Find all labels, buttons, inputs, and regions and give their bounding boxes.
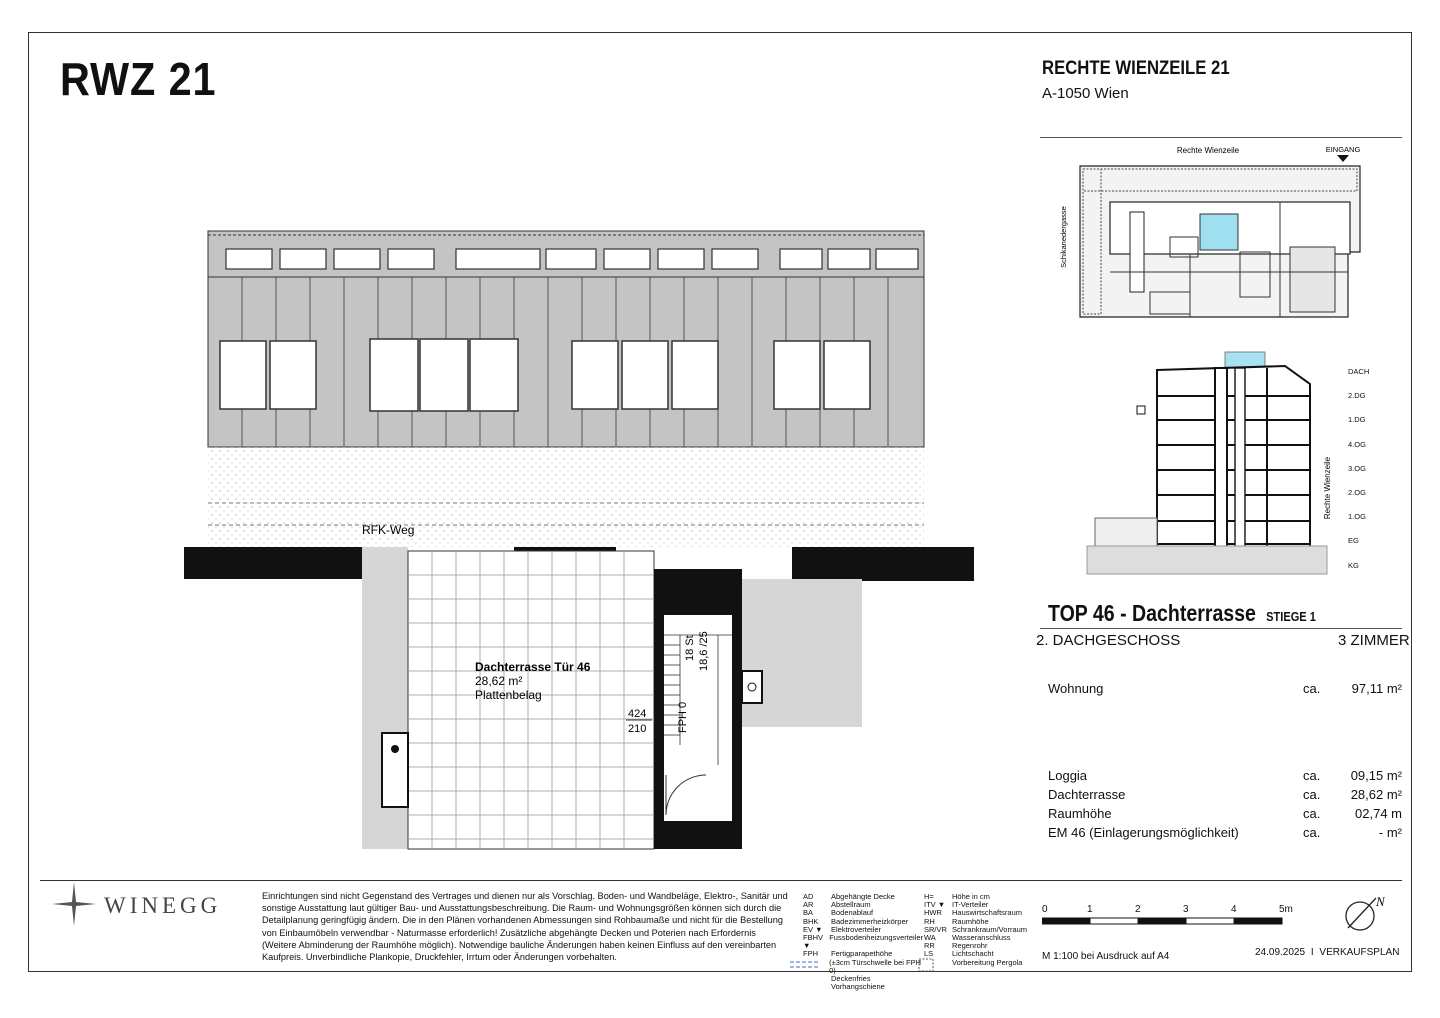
unit-rooms: 3 ZIMMER	[1338, 632, 1410, 649]
section-level-label: 1.DG	[1348, 415, 1366, 425]
area-name: Dachterrasse	[1048, 787, 1126, 802]
area-name: Raumhöhe	[1048, 806, 1112, 821]
building-section	[1085, 348, 1375, 578]
legend-text: Bodenablauf	[831, 908, 874, 918]
scale-bar	[1042, 916, 1292, 928]
scale-tick-label: 5m	[1279, 904, 1293, 915]
legend-text: Elektroverteiler	[831, 924, 882, 934]
section-street: Rechte Wienzeile	[1323, 456, 1332, 520]
fph-label: FPH 0	[677, 701, 689, 733]
legend-code: AR	[803, 900, 814, 910]
legend-text: Vorbereitung Pergola	[952, 957, 1023, 967]
section-level-label: 1.OG	[1348, 512, 1366, 522]
section-level-label: 4.OG	[1348, 439, 1366, 449]
dim-bottom: 210	[628, 723, 647, 735]
section-level-label: 2.DG	[1348, 391, 1366, 401]
area-ca: ca.	[1303, 681, 1321, 696]
section-level-label: EG	[1348, 536, 1359, 546]
legend-text: Raumhöhe	[952, 916, 989, 926]
legend-code: BHK	[803, 916, 819, 926]
legend-text: IT-Verteiler	[952, 900, 989, 910]
legend-code: FPH	[803, 949, 818, 959]
scale-segment	[1138, 918, 1186, 924]
path-label: RFK-Weg	[362, 523, 415, 537]
brand-title: RWZ 21	[60, 53, 217, 105]
site-entrance: EINGANG	[1325, 145, 1361, 154]
legend-right	[924, 893, 1044, 967]
area-row-raumhoehe	[1048, 806, 1404, 824]
area-ca: ca.	[1303, 787, 1321, 802]
legend-left	[803, 893, 923, 991]
legend-text: Vorhangschiene	[831, 982, 885, 992]
site-plan	[1050, 142, 1370, 322]
legend-text: Wasseranschluss	[952, 933, 1011, 943]
stair-ratio: 18,6 /25	[698, 631, 710, 671]
legend-code: LS	[924, 949, 934, 959]
scale-tick-label: 3	[1183, 904, 1189, 915]
legend-code: RH	[924, 916, 935, 926]
area-value: 97,11 m²	[1351, 681, 1402, 696]
scale-tick-label: 0	[1042, 904, 1048, 915]
north-arrow-icon	[1340, 890, 1390, 936]
address-line-1: RECHTE WIENZEILE 21	[1042, 58, 1230, 79]
meta-separator: I	[1310, 947, 1314, 958]
footer-divider	[40, 880, 1402, 881]
header-divider	[1040, 137, 1402, 138]
plan-date: 24.09.2025	[1255, 947, 1306, 958]
section-level-label: KG	[1348, 560, 1359, 570]
area-name: EM 46 (Einlagerungsmöglichkeit)	[1048, 825, 1239, 840]
legend-code: FBHV ▼	[803, 933, 824, 951]
dim-top: 424	[628, 708, 647, 720]
area-name: Wohnung	[1048, 681, 1104, 696]
legend-code: ITV ▼	[924, 900, 946, 910]
section-level-label: 2.OG	[1348, 488, 1366, 498]
area-value: - m²	[1378, 825, 1402, 840]
scale-tick-label: 1	[1087, 904, 1093, 915]
legend-code: SR/VR	[924, 924, 947, 934]
legend-item	[803, 934, 923, 950]
scale-note: M 1:100 bei Ausdruck auf A4	[1042, 951, 1170, 962]
north-label: N	[1376, 894, 1385, 909]
entrance-arrow-icon	[1337, 155, 1349, 162]
unit-title-text: TOP 46 - Dachterrasse	[1048, 600, 1256, 626]
legend-code: EV ▼	[803, 924, 823, 934]
scale-segment	[1090, 918, 1138, 924]
legend-code	[803, 983, 831, 991]
area-ca: ca.	[1303, 825, 1321, 840]
section-level-list	[1348, 360, 1369, 578]
disclaimer: Einrichtungen sind nicht Gegenstand des Vertrages und dienen nur als Vorschlag. Boden- und Wandbeläge, Elektro-, Sanitär und sonstige Ausstattung laut gültiger Bau- und Ausstattungsbeschreibung. Die Raum- und Wohnungsgrößen können sich durch die Detailplanung geringfügig ändern. Die in den Plänen vorhandenen Abmessungen sind Rohbaumaße und nicht für die Bestellung von Einbaumöbeln verwendbar - Naturmasse erforderlich! Zusätzliche abgehängte Decken und Poterien nach Erfordernis (Weitere Abminderung der Raumhöhe möglich). Notwendige bauliche Änderungen haben keinen Einfluss auf den vereinbarten Kaufpreis. Unverbindliche Plankopie, Druckfehler, Irrtum oder Änderungen vorbehalten.	[262, 891, 788, 963]
legend-text: Fussbodenheizungsverteiler	[829, 933, 923, 943]
legend-text: Hauswirtschaftsraum	[952, 908, 1023, 918]
section-level-label: DACH	[1348, 367, 1370, 376]
legend-code: RR	[924, 941, 935, 951]
legend-code: H=	[924, 892, 934, 901]
legend-text: Lichtschacht	[952, 949, 994, 959]
plan-meta	[1255, 947, 1399, 958]
scale-tick-label: 4	[1231, 904, 1237, 915]
legend-text: Abgehängte Decke	[831, 892, 895, 901]
scale-tick-label: 2	[1135, 904, 1141, 915]
area-ca: ca.	[1303, 806, 1321, 821]
area-ca: ca.	[1303, 768, 1321, 783]
legend-text: Regenrohr	[952, 941, 988, 951]
legend-text: Schrankraum/Vorraum	[952, 924, 1028, 934]
deckenfries-symbol-icon	[790, 960, 820, 970]
winegg-logo: WINEGG	[104, 893, 222, 918]
terrace-area: 28,62 m²	[475, 674, 523, 688]
legend-text: (±3cm Türschwelle bei FPH 0)	[829, 957, 922, 975]
site-street-side: Schikanedergasse	[1059, 206, 1068, 268]
area-name: Loggia	[1048, 768, 1088, 783]
pergola-symbol-icon	[918, 958, 934, 972]
scale-segment	[1234, 918, 1282, 924]
unit-floor: 2. DACHGESCHOSS	[1036, 632, 1181, 649]
terrace-name: Dachterrasse Tür 46	[475, 660, 591, 674]
scale-ticks	[1042, 904, 1292, 916]
area-row-wohnung	[1048, 681, 1404, 699]
unit-stiege: STIEGE 1	[1266, 609, 1316, 624]
area-value: 28,62 m²	[1350, 787, 1402, 802]
area-row-loggia	[1048, 768, 1404, 786]
address-line-2: A-1050 Wien	[1042, 85, 1129, 102]
area-row-em46	[1048, 825, 1404, 843]
area-value: 02,74 m	[1355, 806, 1402, 821]
terrace-floor: Plattenbelag	[475, 688, 542, 702]
legend-text: Abstellraum	[831, 900, 871, 910]
stair-steps: 18 St	[684, 635, 696, 661]
unit-divider	[1040, 628, 1402, 629]
scale-segment	[1186, 918, 1234, 924]
section-level-label: 3.OG	[1348, 463, 1366, 473]
site-street-top: Rechte Wienzeile	[1176, 146, 1240, 155]
legend-text: Fertigparapethöhe	[831, 949, 893, 959]
legend-text: Badezimmerheizkörper	[831, 916, 909, 926]
legend-code: WA	[924, 933, 936, 943]
legend-item	[924, 959, 1044, 967]
legend-text: Deckenfries	[831, 974, 871, 984]
legend-code: HWR	[924, 908, 942, 918]
legend-item	[803, 983, 923, 991]
legend-code	[803, 975, 831, 983]
winegg-star-icon	[50, 880, 98, 928]
legend-text: Höhe in cm	[952, 892, 990, 901]
plan-type: VERKAUFSPLAN	[1319, 947, 1400, 958]
area-value: 09,15 m²	[1350, 768, 1402, 783]
legend-code: BA	[803, 908, 814, 918]
scale-segment	[1042, 918, 1090, 924]
floor-plan	[170, 225, 980, 855]
legend-code: AD	[803, 892, 814, 901]
legend-item	[803, 959, 923, 975]
unit-title	[1048, 600, 1316, 627]
area-row-dachterrasse	[1048, 787, 1404, 805]
